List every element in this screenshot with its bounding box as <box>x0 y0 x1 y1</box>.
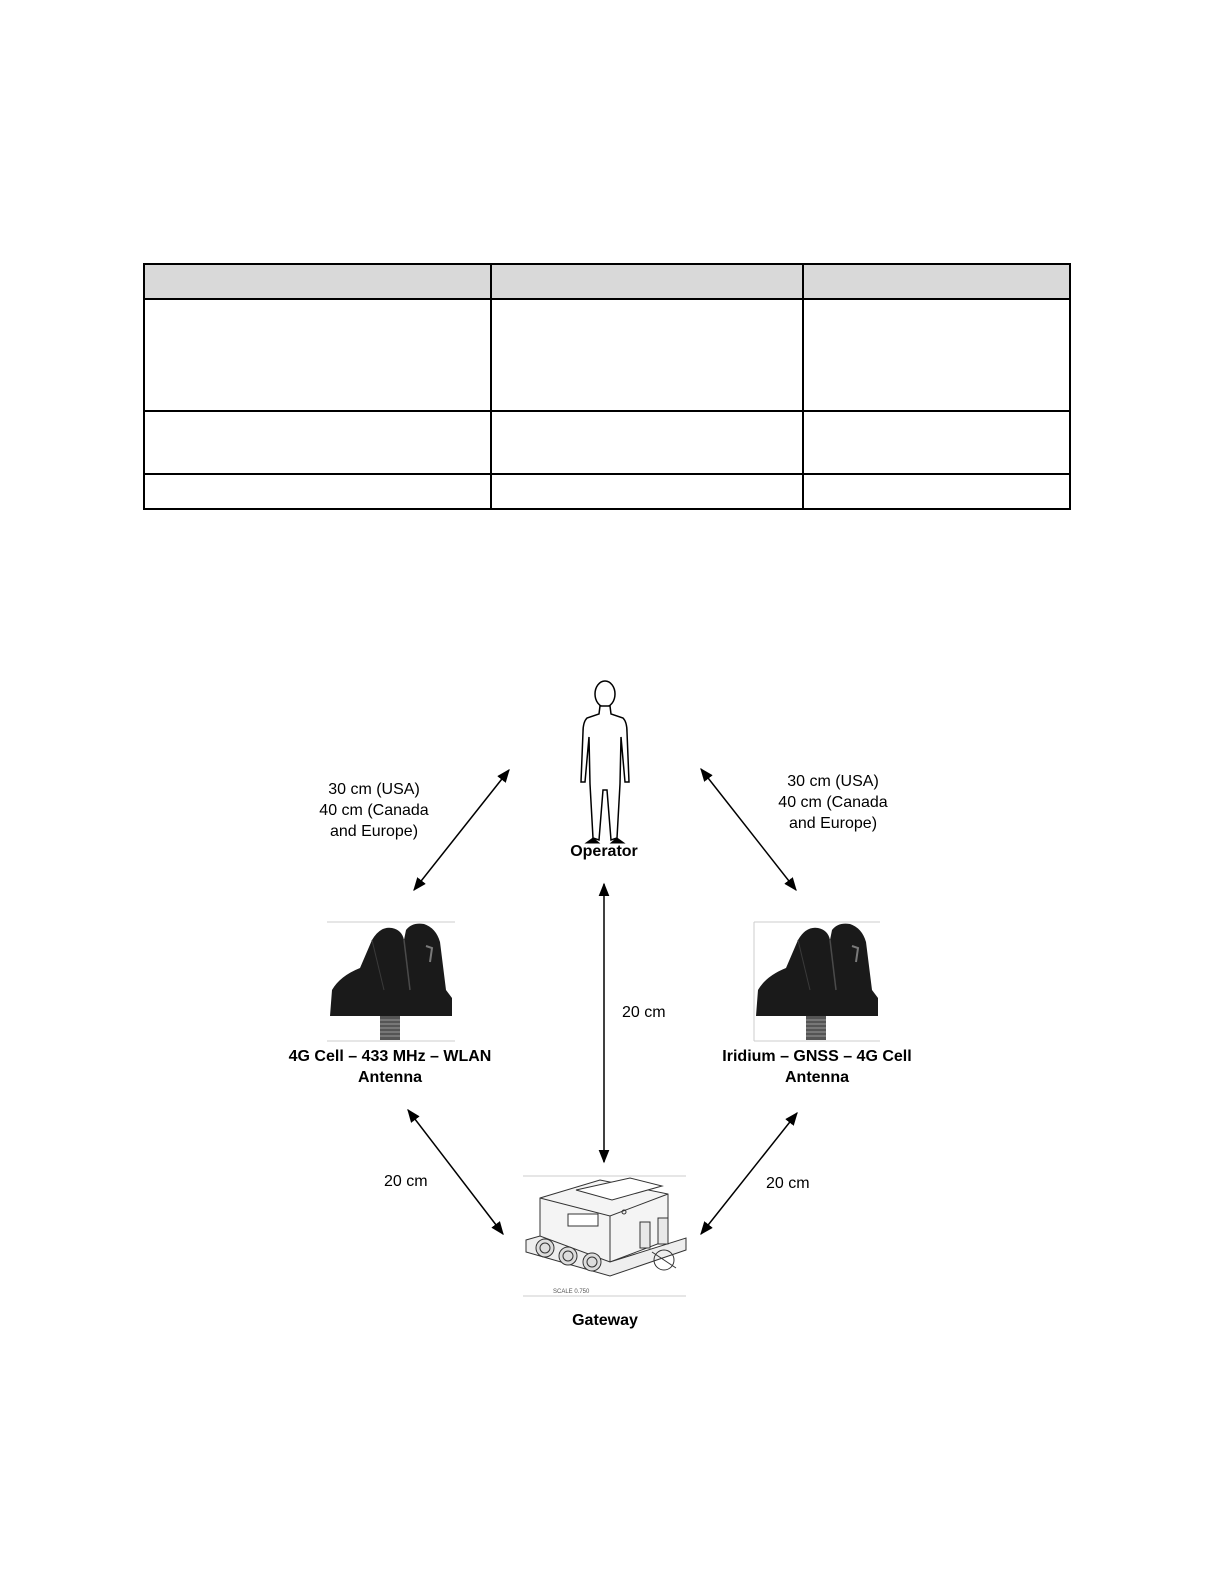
antenna-left-label-line1: 4G Cell – 433 MHz – WLAN <box>288 1048 492 1065</box>
distance-line: 40 cm (Canada <box>319 802 429 819</box>
antenna-right-label-line2: Antenna <box>785 1069 849 1086</box>
antenna-left-icon <box>327 922 455 1041</box>
gateway-label-text: Gateway <box>572 1312 638 1329</box>
operator-label-text: Operator <box>570 843 638 860</box>
gateway-device-icon <box>523 1176 686 1296</box>
antenna-right-icon <box>754 922 880 1041</box>
distance-line: 30 cm (USA) <box>787 773 879 790</box>
distance-label-operator-left <box>304 779 444 842</box>
antenna-left-label <box>265 1046 515 1088</box>
distance-label-operator-gateway: 20 cm <box>622 1004 666 1021</box>
antenna-left-label-line2: Antenna <box>358 1069 422 1086</box>
antenna-right-label-line1: Iridium – GNSS – 4G Cell <box>722 1048 912 1065</box>
distance-label-right-gateway: 20 cm <box>766 1175 810 1192</box>
gateway-label <box>555 1310 655 1331</box>
distance-line: and Europe) <box>788 815 878 832</box>
distance-line: and Europe) <box>329 823 419 840</box>
operator-figure-icon <box>581 681 629 843</box>
gateway-scale-text: SCALE 0.750 <box>553 1289 590 1295</box>
distance-line: 40 cm (Canada <box>778 794 888 811</box>
distance-line: 30 cm (USA) <box>328 781 420 798</box>
distance-label-left-gateway: 20 cm <box>384 1173 428 1190</box>
distance-label-operator-right <box>763 771 903 834</box>
antenna-right-label <box>702 1046 932 1088</box>
operator-label <box>554 841 654 862</box>
